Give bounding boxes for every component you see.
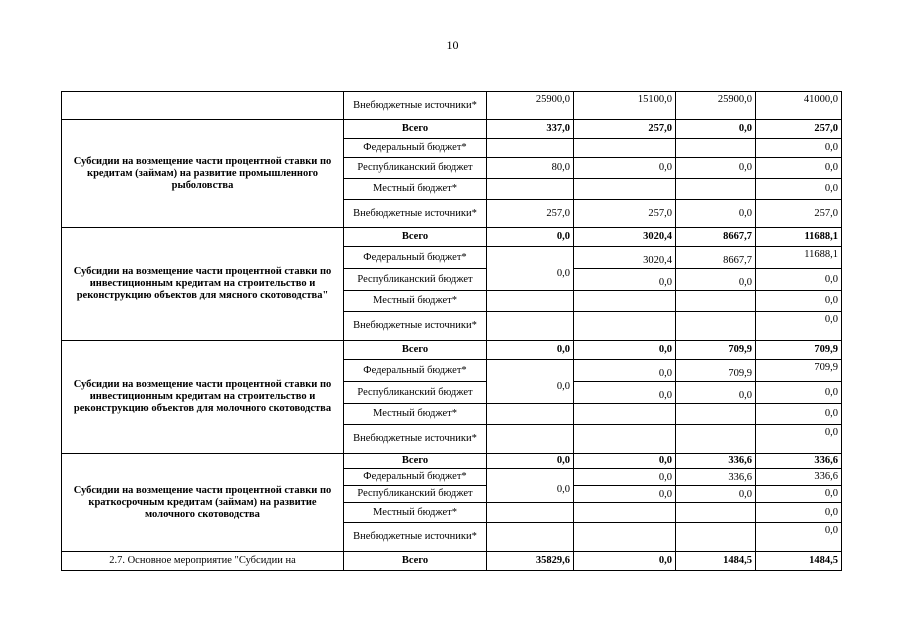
value-cell: [574, 179, 676, 200]
value-cell: 0,0: [756, 269, 842, 291]
value-cell: 0,0: [676, 269, 756, 291]
value-cell: 0,0: [676, 200, 756, 228]
source-label: Республиканский бюджет: [344, 486, 487, 503]
value-cell: [676, 179, 756, 200]
value-cell: 0,0: [574, 158, 676, 179]
value-cell: 0,0: [676, 120, 756, 139]
source-label: Всего: [344, 120, 487, 139]
value-cell: 15100,0: [574, 92, 676, 120]
description-cell: 2.7. Основное мероприятие "Субсидии на: [62, 552, 344, 571]
source-label: Республиканский бюджет: [344, 382, 487, 404]
source-label: Местный бюджет*: [344, 179, 487, 200]
value-cell: 0,0: [574, 454, 676, 469]
value-text: 0,0: [556, 483, 570, 495]
source-label: Местный бюджет*: [344, 404, 487, 425]
value-cell: [676, 404, 756, 425]
value-cell: 0,0: [574, 469, 676, 486]
table-row: [62, 92, 842, 120]
value-cell: [487, 312, 574, 341]
value-cell: 3020,4: [574, 228, 676, 247]
value-cell: [574, 404, 676, 425]
value-cell: [574, 139, 676, 158]
value-cell: 1484,5: [676, 552, 756, 571]
source-label: Республиканский бюджет: [344, 158, 487, 179]
value-cell: 0,0: [756, 404, 842, 425]
value-cell: 336,6: [756, 469, 842, 486]
value-cell: 0,0: [756, 291, 842, 312]
value-cell: 1484,5: [756, 552, 842, 571]
value-cell: [574, 312, 676, 341]
description-cell: Субсидии на возмещение части процентной ставки по инвестиционным кредитам на строительство и реконструкцию объектов для молочного скотоводства: [62, 341, 344, 454]
source-label: Местный бюджет*: [344, 291, 487, 312]
value-cell: 0,0: [756, 312, 842, 341]
value-cell: 8667,7: [676, 228, 756, 247]
source-label: Федеральный бюджет*: [344, 469, 487, 486]
source-label: Внебюджетные источники*: [344, 92, 487, 120]
value-cell: 0,0: [574, 341, 676, 360]
value-cell: 3020,4: [574, 247, 676, 269]
table-row: [62, 341, 842, 360]
value-cell: [574, 291, 676, 312]
value-cell: 337,0: [487, 120, 574, 139]
value-cell: [574, 425, 676, 454]
value-cell: 0,0: [756, 523, 842, 552]
value-cell: 336,6: [756, 454, 842, 469]
value-cell: [676, 139, 756, 158]
value-cell: 257,0: [574, 200, 676, 228]
value-cell: 0,0: [574, 382, 676, 404]
source-label: Внебюджетные источники*: [344, 425, 487, 454]
value-cell: 257,0: [487, 200, 574, 228]
source-label: Всего: [344, 228, 487, 247]
value-cell: [487, 360, 574, 404]
value-cell: 11688,1: [756, 228, 842, 247]
value-cell: 0,0: [574, 360, 676, 382]
value-cell: [487, 425, 574, 454]
description-cell: Субсидии на возмещение части процентной ставки по инвестиционным кредитам на строительство и реконструкцию объектов для мясного скотоводства": [62, 228, 344, 341]
value-cell: 336,6: [676, 469, 756, 486]
description-cell: [62, 92, 344, 120]
page-number: 10: [446, 38, 459, 52]
value-cell: 35829,6: [487, 552, 574, 571]
value-cell: [487, 523, 574, 552]
source-label: Республиканский бюджет: [344, 269, 487, 291]
value-cell: 0,0: [487, 228, 574, 247]
source-label: Федеральный бюджет*: [344, 247, 487, 269]
value-cell: 0,0: [756, 425, 842, 454]
source-label: Местный бюджет*: [344, 503, 487, 523]
value-cell: 0,0: [487, 341, 574, 360]
table-row: [62, 454, 842, 469]
value-cell: [487, 179, 574, 200]
value-cell: 0,0: [487, 454, 574, 469]
value-cell: [487, 503, 574, 523]
value-cell: 80,0: [487, 158, 574, 179]
source-label: Всего: [344, 552, 487, 571]
value-cell: 257,0: [756, 120, 842, 139]
source-label: Всего: [344, 454, 487, 469]
value-cell: 41000,0: [756, 92, 842, 120]
value-cell: 0,0: [676, 486, 756, 503]
value-cell: 0,0: [756, 486, 842, 503]
budget-table: [61, 91, 842, 571]
value-cell: 0,0: [574, 269, 676, 291]
value-cell: [487, 139, 574, 158]
source-label: Федеральный бюджет*: [344, 360, 487, 382]
value-cell: [574, 523, 676, 552]
value-cell: 0,0: [574, 552, 676, 571]
value-cell: [676, 523, 756, 552]
value-text: 0,0: [556, 380, 570, 392]
value-cell: 0,0: [756, 158, 842, 179]
value-cell: 0,0: [756, 139, 842, 158]
source-label: Внебюджетные источники*: [344, 200, 487, 228]
value-cell: [676, 503, 756, 523]
source-label: Всего: [344, 341, 487, 360]
value-cell: 0,0: [756, 179, 842, 200]
value-cell: 25900,0: [487, 92, 574, 120]
table-row: [62, 552, 842, 571]
value-cell: 0,0: [756, 503, 842, 523]
description-cell: Субсидии на возмещение части процентной ставки по краткосрочным кредитам (займам) на развитие молочного скотоводства: [62, 454, 344, 552]
description-cell: Субсидии на возмещение части процентной ставки по кредитам (займам) на развитие промышленного рыболовства: [62, 120, 344, 228]
value-cell: [574, 503, 676, 523]
value-cell: 336,6: [676, 454, 756, 469]
value-cell: 709,9: [676, 360, 756, 382]
value-cell: 0,0: [756, 382, 842, 404]
value-cell: 11688,1: [756, 247, 842, 269]
table-row: [62, 120, 842, 139]
value-cell: [487, 247, 574, 291]
value-cell: 25900,0: [676, 92, 756, 120]
value-cell: 0,0: [574, 486, 676, 503]
value-text: 0,0: [556, 267, 570, 279]
value-cell: [487, 291, 574, 312]
table-row: [62, 228, 842, 247]
value-cell: [676, 291, 756, 312]
value-cell: 8667,7: [676, 247, 756, 269]
value-cell: 709,9: [676, 341, 756, 360]
value-cell: 257,0: [574, 120, 676, 139]
value-cell: [676, 425, 756, 454]
value-cell: 709,9: [756, 360, 842, 382]
value-cell: 0,0: [676, 382, 756, 404]
value-cell: 0,0: [676, 158, 756, 179]
value-cell: [676, 312, 756, 341]
source-label: Федеральный бюджет*: [344, 139, 487, 158]
value-cell: [487, 404, 574, 425]
source-label: Внебюджетные источники*: [344, 312, 487, 341]
value-cell: 257,0: [756, 200, 842, 228]
value-cell: 709,9: [756, 341, 842, 360]
source-label: Внебюджетные источники*: [344, 523, 487, 552]
value-cell: [487, 469, 574, 503]
